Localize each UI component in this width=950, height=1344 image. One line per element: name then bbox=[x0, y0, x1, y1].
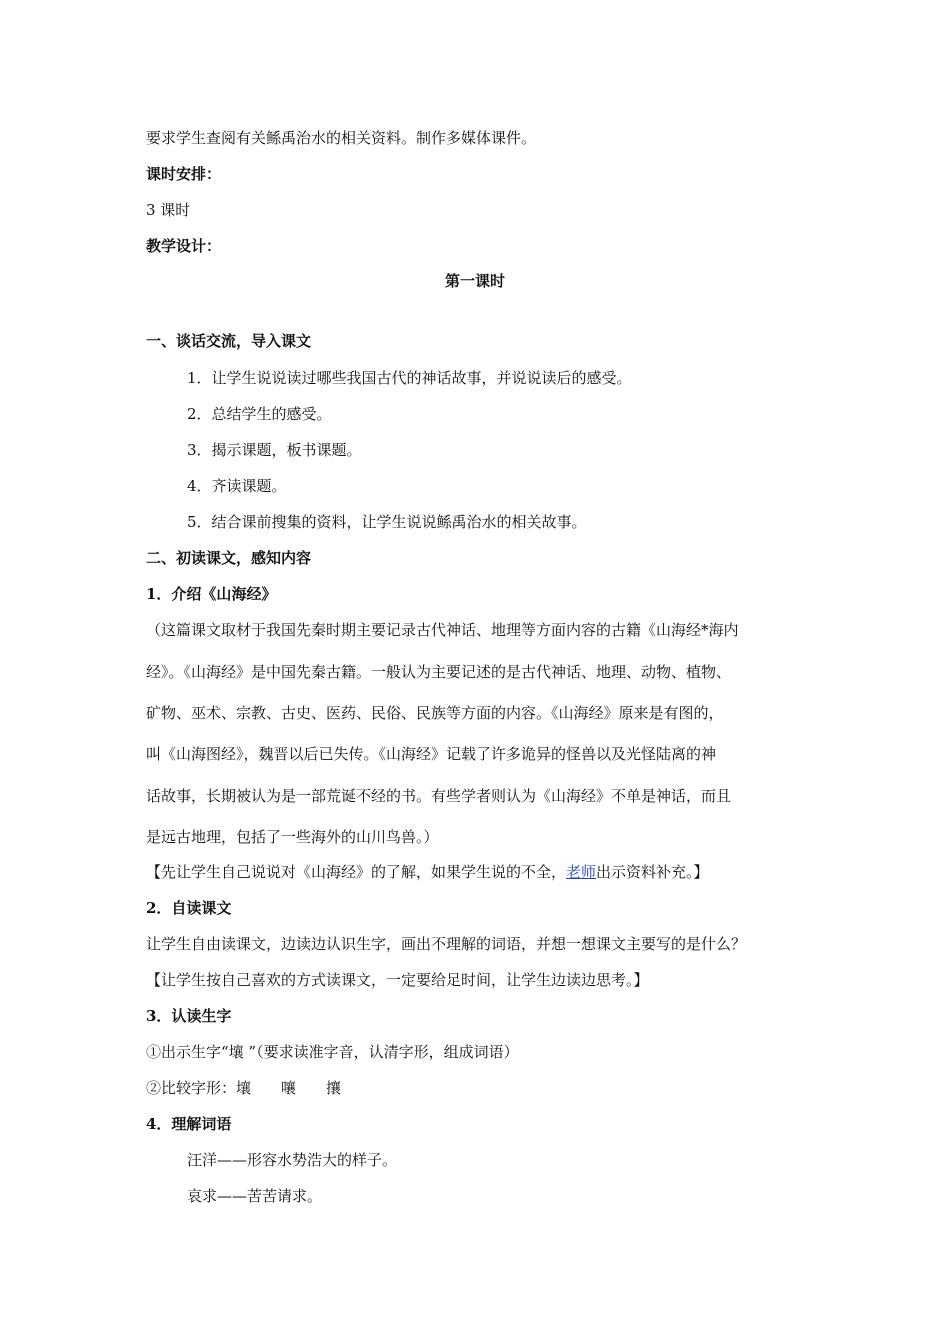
vocab-item: 汪洋——形容水势浩大的样子。 bbox=[187, 1151, 398, 1169]
character-item-2: ②比较字形：壤 嚷 攘 bbox=[146, 1079, 342, 1097]
section-2-heading: 二、初读课文，感知内容 bbox=[146, 549, 312, 567]
reading-instruction: 让学生自由读课文，边读边认识生字，画出不理解的词语，并想一想课文主要写的是什么？ bbox=[146, 935, 747, 953]
schedule-text: 3 课时 bbox=[146, 201, 191, 219]
schedule-heading: 课时安排： bbox=[146, 165, 222, 183]
step-4: 4．齐读课题。 bbox=[187, 477, 287, 495]
subsection-2-heading: 2．自读课文 bbox=[146, 899, 232, 917]
step-2: 2．总结学生的感受。 bbox=[187, 405, 332, 423]
paragraph-line: 话故事，长期被认为是一部荒诞不经的书。有些学者则认为《山海经》不单是神话，而且 bbox=[146, 787, 732, 805]
subsection-4-heading: 4．理解词语 bbox=[146, 1115, 232, 1133]
step-5: 5．结合课前搜集的资料，让学生说说鲧禹治水的相关故事。 bbox=[187, 513, 587, 531]
prep-text: 要求学生查阅有关鲧禹治水的相关资料。制作多媒体课件。 bbox=[146, 129, 537, 147]
paragraph-line: 矿物、巫术、宗教、古史、医药、民俗、民族等方面的内容。《山海经》原来是有图的， bbox=[146, 704, 724, 722]
section-1-heading: 一、谈话交流，导入课文 bbox=[146, 332, 312, 350]
subsection-3-heading: 3．认读生字 bbox=[146, 1007, 232, 1025]
paragraph-line: （这篇课文取材于我国先秦时期主要记录古代神话、地理等方面内容的古籍《山海经*海内 bbox=[146, 621, 739, 639]
design-heading: 教学设计： bbox=[146, 237, 222, 255]
teacher-note-text: 【先让学生自己说说对《山海经》的了解，如果学生说的不全， bbox=[146, 863, 567, 881]
step-3: 3．揭示课题，板书课题。 bbox=[187, 441, 362, 459]
paragraph-line: 是远古地理，包括了一些海外的山川鸟兽。） bbox=[146, 828, 439, 846]
teacher-link[interactable]: 老师 bbox=[566, 863, 597, 881]
step-1: 1．让学生说说读过哪些我国古代的神话故事，并说说读后的感受。 bbox=[187, 369, 632, 387]
subsection-1-heading: 1．介绍《山海经》 bbox=[146, 585, 277, 603]
lesson-title: 第一课时 bbox=[444, 272, 505, 290]
paragraph-line: 叫《山海图经》，魏晋以后已失传。《山海经》记载了许多诡异的怪兽以及光怪陆离的神 bbox=[146, 745, 717, 763]
paragraph-line: 经》。《山海经》是中国先秦古籍。一般认为主要记述的是古代神话、地理、动物、植物、 bbox=[146, 663, 732, 681]
vocab-item: 哀求——苦苦请求。 bbox=[187, 1187, 323, 1205]
teacher-note-text-end: 出示资料补充。】 bbox=[596, 863, 709, 881]
character-item-1: ①出示生字“壤 ”（要求读准字音，认清字形，组成词语） bbox=[146, 1043, 519, 1061]
teacher-note bbox=[146, 861, 709, 883]
reading-note: 【让学生按自己喜欢的方式读课文，一定要给足时间，让学生边读边思考。】 bbox=[146, 971, 649, 989]
